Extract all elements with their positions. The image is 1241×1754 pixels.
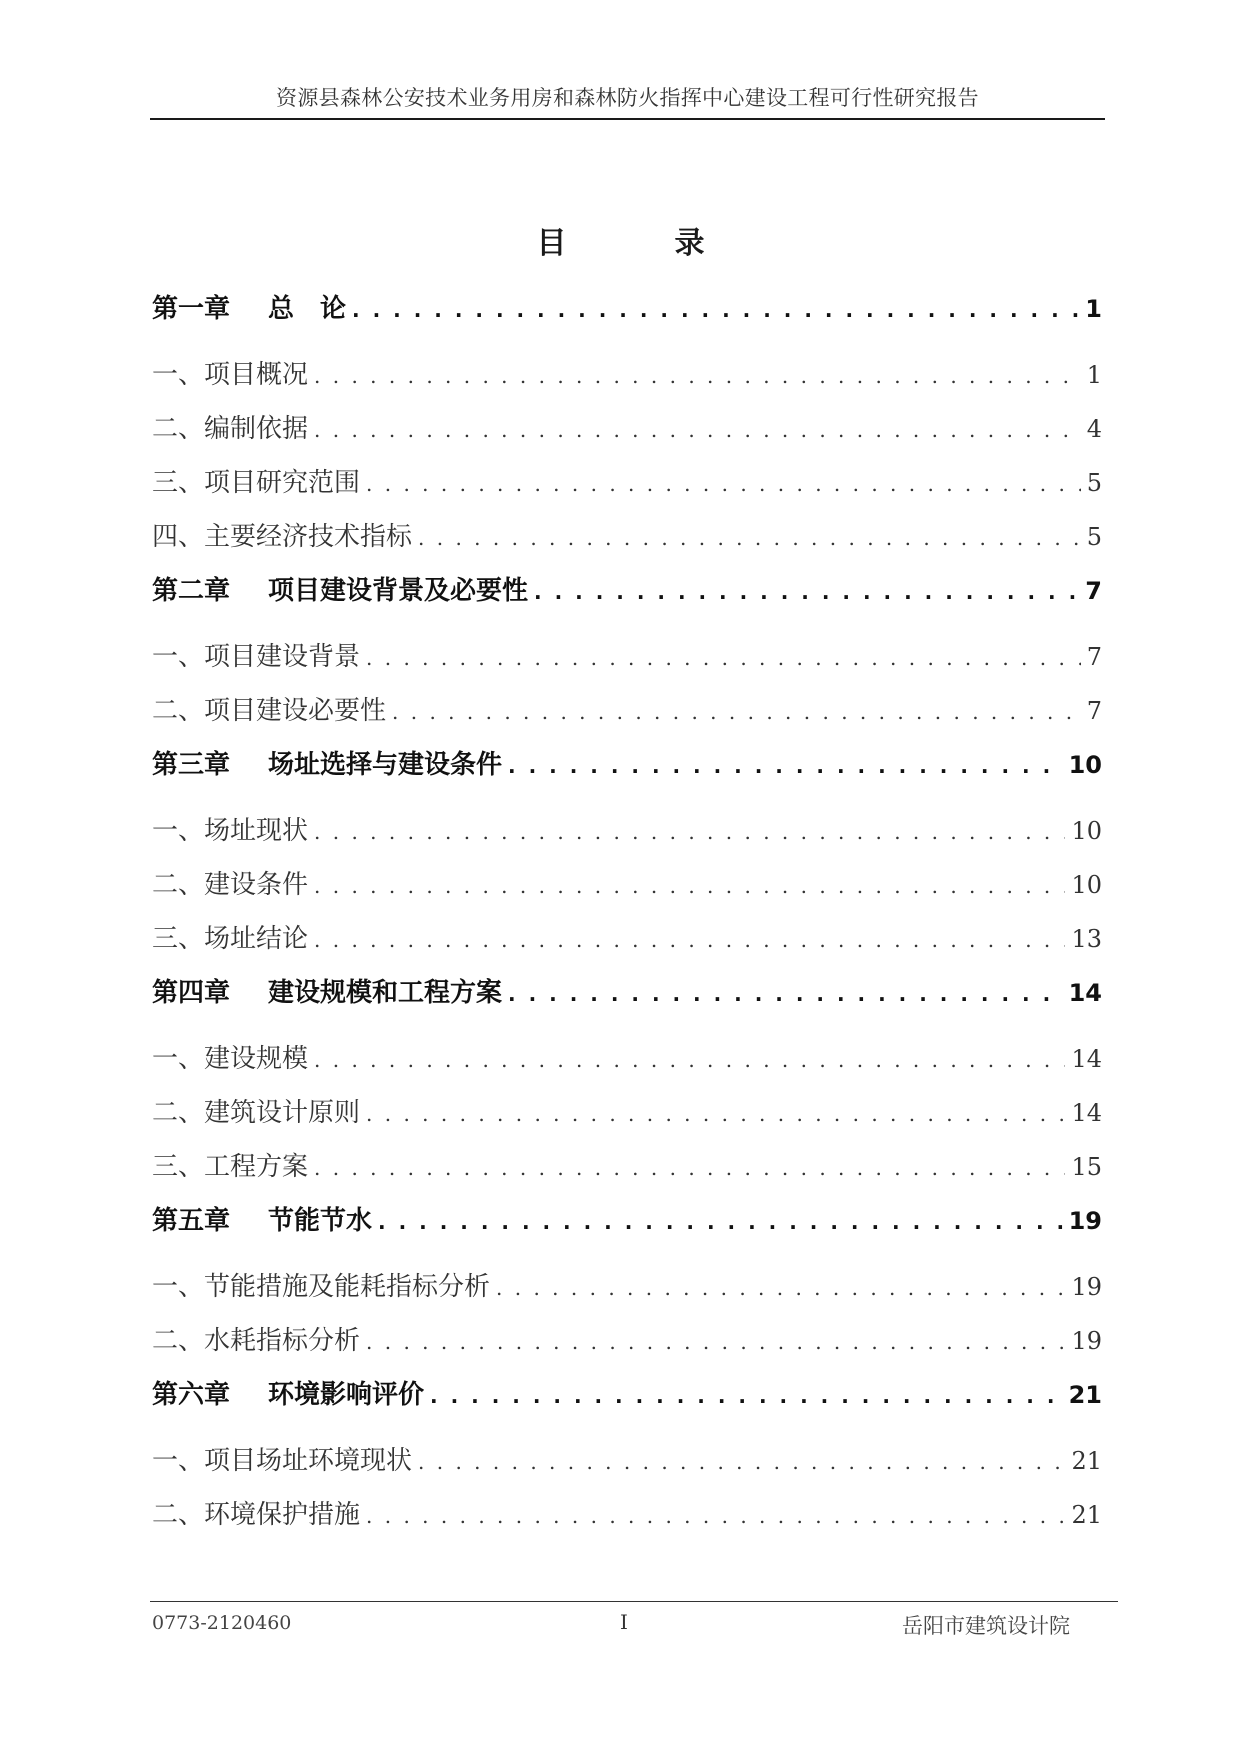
toc-entry-number: 三、 <box>152 924 205 954</box>
toc-entry-number: 一、 <box>152 816 205 846</box>
footer-divider <box>150 1601 1118 1602</box>
toc-section-entry[interactable] <box>152 354 1102 408</box>
toc-section-entry[interactable] <box>152 1146 1102 1200</box>
toc-section-entry[interactable] <box>152 1092 1102 1146</box>
toc-entry-page: 7 <box>1086 643 1102 671</box>
toc-entry-label: 节能措施及能耗指标分析 <box>204 1272 491 1302</box>
toc-entry-number: 第一章 <box>152 294 231 324</box>
header-divider <box>150 118 1105 120</box>
toc-entry-label: 建设规模和工程方案 <box>268 978 503 1008</box>
toc-entry-page: 14 <box>1068 979 1102 1007</box>
toc-entry-page: 1 <box>1085 295 1102 323</box>
toc-entry-number: 第二章 <box>152 576 231 606</box>
toc-dot-leader <box>378 1210 1063 1234</box>
toc-entry-number: 第三章 <box>152 750 231 780</box>
toc-entry-page: 19 <box>1068 1207 1102 1235</box>
toc-section-entry[interactable] <box>152 1494 1102 1548</box>
toc-entry-page: 19 <box>1071 1327 1102 1355</box>
toc-entry-label: 编制依据 <box>204 414 309 444</box>
toc-dot-leader <box>392 700 1081 724</box>
toc-section-entry[interactable] <box>152 408 1102 462</box>
toc-entry-label: 项目概况 <box>204 360 309 390</box>
toc-entry-label: 项目建设背景 <box>204 642 361 672</box>
toc-entry-page: 1 <box>1086 361 1102 389</box>
toc-entry-number: 二、 <box>152 1500 205 1530</box>
toc-entry-label: 建筑设计原则 <box>204 1098 361 1128</box>
toc-entry-number: 一、 <box>152 642 205 672</box>
toc-entry-page: 10 <box>1071 871 1102 899</box>
toc-dot-leader <box>534 580 1079 604</box>
footer-organization: 岳阳市建筑设计院 <box>902 1614 1070 1638</box>
toc-entry-page: 14 <box>1071 1099 1102 1127</box>
toc-entry-number: 第六章 <box>152 1380 231 1410</box>
toc-entry-number: 第五章 <box>152 1206 231 1236</box>
footer-phone: 0773-2120460 <box>152 1612 292 1634</box>
toc-entry-label: 项目场址环境现状 <box>204 1446 413 1476</box>
toc-chapter-entry[interactable] <box>152 744 1102 810</box>
toc-entry-page: 10 <box>1071 817 1102 845</box>
toc-section-entry[interactable] <box>152 1440 1102 1494</box>
toc-dot-leader <box>496 1276 1065 1300</box>
toc-entry-label: 环境影响评价 <box>268 1380 425 1410</box>
toc-dot-leader <box>314 1048 1065 1072</box>
toc-section-entry[interactable] <box>152 690 1102 744</box>
toc-entry-page: 21 <box>1068 1381 1102 1409</box>
toc-chapter-entry[interactable] <box>152 1374 1102 1440</box>
toc-dot-leader <box>314 820 1065 844</box>
toc-dot-leader <box>430 1384 1063 1408</box>
toc-entry-number: 一、 <box>152 1044 205 1074</box>
toc-entry-label: 场址选择与建设条件 <box>268 750 503 780</box>
toc-dot-leader <box>314 874 1065 898</box>
toc-entry-number: 三、 <box>152 1152 205 1182</box>
toc-entry-page: 14 <box>1071 1045 1102 1073</box>
toc-chapter-entry[interactable] <box>152 570 1102 636</box>
toc-entry-label: 场址现状 <box>204 816 309 846</box>
toc-section-entry[interactable] <box>152 516 1102 570</box>
toc-entry-page: 4 <box>1086 415 1102 443</box>
toc-entry-page: 10 <box>1068 751 1102 779</box>
toc-entry-page: 5 <box>1086 523 1102 551</box>
toc-entry-page: 15 <box>1071 1153 1102 1181</box>
toc-entry-page: 21 <box>1071 1501 1102 1529</box>
toc-entry-label: 项目建设背景及必要性 <box>268 576 529 606</box>
toc-entry-number: 一、 <box>152 1446 205 1476</box>
toc-entry-label: 建设规模 <box>204 1044 309 1074</box>
toc-dot-leader <box>366 1102 1065 1126</box>
toc-entry-number: 三、 <box>152 468 205 498</box>
toc-entry-label: 工程方案 <box>204 1152 309 1182</box>
toc-entry-label: 水耗指标分析 <box>204 1326 361 1356</box>
toc-dot-leader <box>508 982 1063 1006</box>
toc-dot-leader <box>508 754 1063 778</box>
toc-entry-page: 19 <box>1071 1273 1102 1301</box>
toc-section-entry[interactable] <box>152 1266 1102 1320</box>
toc-dot-leader <box>366 1504 1065 1528</box>
toc-dot-leader <box>418 1450 1065 1474</box>
toc-dot-leader <box>314 1156 1065 1180</box>
toc-entry-label: 项目研究范围 <box>204 468 361 498</box>
toc-chapter-entry[interactable] <box>152 288 1102 354</box>
toc-section-entry[interactable] <box>152 918 1102 972</box>
toc-section-entry[interactable] <box>152 864 1102 918</box>
toc-dot-leader <box>314 928 1065 952</box>
toc-entry-page: 5 <box>1086 469 1102 497</box>
footer-page-number: I <box>620 1610 628 1634</box>
toc-chapter-entry[interactable] <box>152 1200 1102 1266</box>
toc-entry-number: 二、 <box>152 414 205 444</box>
toc-entry-number: 二、 <box>152 696 205 726</box>
toc-section-entry[interactable] <box>152 1320 1102 1374</box>
toc-dot-leader <box>314 364 1081 388</box>
toc-entry-label: 节能节水 <box>268 1206 373 1236</box>
toc-entry-number: 二、 <box>152 1326 205 1356</box>
toc-entry-label: 建设条件 <box>204 870 309 900</box>
toc-entry-number: 第四章 <box>152 978 231 1008</box>
toc-entry-label: 项目建设必要性 <box>204 696 387 726</box>
toc-section-entry[interactable] <box>152 636 1102 690</box>
toc-entry-label: 总 论 <box>268 294 347 324</box>
toc-dot-leader <box>366 1330 1065 1354</box>
table-of-contents <box>152 288 1102 1548</box>
toc-section-entry[interactable] <box>152 462 1102 516</box>
page-header-title: 资源县森林公安技术业务用房和森林防火指挥中心建设工程可行性研究报告 <box>276 86 979 110</box>
toc-dot-leader <box>366 646 1081 670</box>
toc-entry-number: 一、 <box>152 360 205 390</box>
toc-entry-number: 二、 <box>152 870 205 900</box>
toc-entry-page: 21 <box>1071 1447 1102 1475</box>
toc-entry-number: 四、 <box>152 522 205 552</box>
toc-section-entry[interactable] <box>152 1038 1102 1092</box>
toc-entry-page: 7 <box>1085 577 1102 605</box>
toc-dot-leader <box>352 298 1079 322</box>
toc-dot-leader <box>366 472 1081 496</box>
toc-entry-number: 二、 <box>152 1098 205 1128</box>
toc-title: 目录 <box>536 226 813 261</box>
toc-entry-number: 一、 <box>152 1272 205 1302</box>
toc-entry-page: 13 <box>1071 925 1102 953</box>
toc-entry-page: 7 <box>1086 697 1102 725</box>
toc-dot-leader <box>314 418 1081 442</box>
toc-entry-label: 主要经济技术指标 <box>204 522 413 552</box>
toc-chapter-entry[interactable] <box>152 972 1102 1038</box>
toc-dot-leader <box>418 526 1081 550</box>
toc-entry-label: 环境保护措施 <box>204 1500 361 1530</box>
toc-section-entry[interactable] <box>152 810 1102 864</box>
toc-entry-label: 场址结论 <box>204 924 309 954</box>
